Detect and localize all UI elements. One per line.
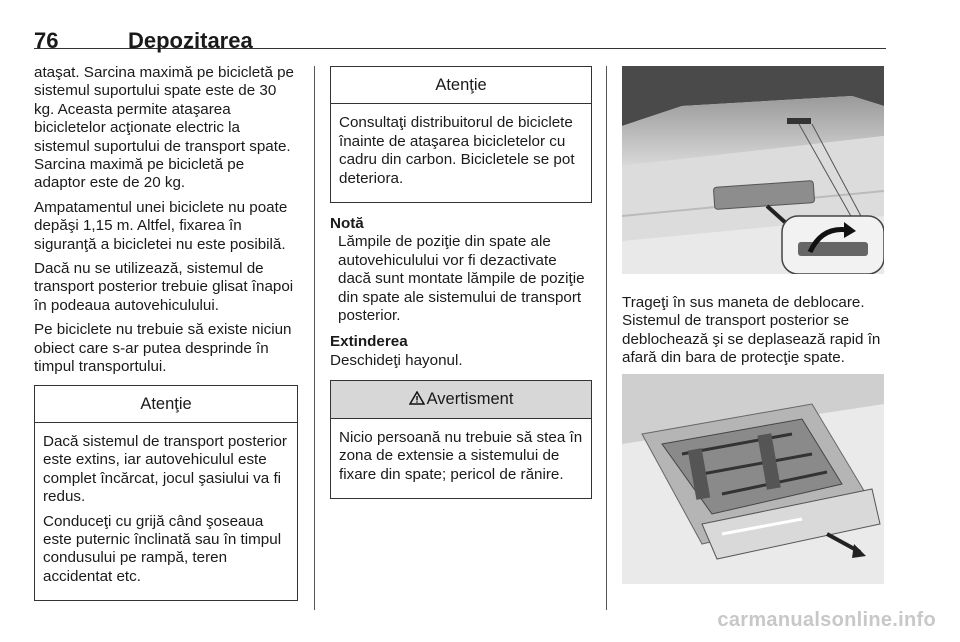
page-header bbox=[34, 12, 886, 53]
note-text: Lămpile de poziţie din spate ale autovehiculului vor fi dezactivate dacă sunt montate lămpile de poziţie din spate ale sistemului de transport posterior. bbox=[338, 233, 585, 325]
paragraph: Pe biciclete nu trebuie să existe niciun obiect care s-ar putea desprinde în timpul transportului. bbox=[34, 321, 292, 376]
column-1 bbox=[34, 64, 298, 601]
warning-triangle-icon bbox=[409, 391, 425, 405]
page-number: 76 bbox=[34, 28, 59, 53]
note-title: Notă bbox=[330, 215, 364, 233]
warning-text: Nicio persoană nu trebuie să stea în zona de extensie a sistemului de fixare din spate; pericol de rănire. bbox=[339, 428, 583, 483]
section-title: Extinderea bbox=[330, 333, 408, 351]
page-title: Depozitarea bbox=[128, 28, 253, 53]
release-lever-illustration bbox=[622, 66, 884, 274]
figure-carrier-extended bbox=[622, 374, 884, 584]
caution-text: Conduceţi cu grijă când şoseaua este puternic înclinată sau în timpul condusului pe rampă, teren accidentat etc. bbox=[43, 512, 282, 585]
caution-heading: Atenţie bbox=[331, 67, 591, 104]
caution-heading: Atenţie bbox=[35, 386, 297, 423]
column-divider bbox=[314, 66, 315, 610]
section-text: Deschideţi hayonul. bbox=[330, 351, 463, 369]
warning-box bbox=[330, 380, 592, 499]
watermark: carmanualsonline.info bbox=[717, 609, 936, 631]
paragraph: ataşat. Sarcina maximă pe bicicletă pe sistemul suportului spate este de 30 kg. Aceasta permite ataşarea bicicletelor acţionate electric la sistemul suportului de transport spate. Sarcina maximă pe bicicletă pe adaptor este de 20 kg. bbox=[34, 64, 295, 192]
instruction-text: Trageţi în sus maneta de deblocare. Sistemul de transport posterior se deblochează şi se deplasează rapid în afară din bara de protecţie spate. bbox=[622, 294, 881, 367]
warning-heading: Avertisment bbox=[426, 390, 514, 409]
paragraph: Dacă nu se utilizează, sistemul de transport posterior trebuie glisat înapoi în podeaua autovehiculului. bbox=[34, 260, 294, 314]
column-2 bbox=[330, 58, 592, 499]
figure-release-lever bbox=[622, 66, 884, 274]
caution-box bbox=[330, 66, 592, 203]
carrier-extended-illustration bbox=[622, 374, 884, 584]
warning-header bbox=[331, 381, 591, 418]
caution-text: Consultaţi distribuitorul de biciclete înainte de ataşarea bicicletelor cu cadru din carbon. Bicicletele se pot deteriora. bbox=[339, 114, 575, 187]
column-3-text bbox=[622, 294, 888, 374]
paragraph: Ampatamentul unei biciclete nu poate depăşi 1,15 m. Altfel, fixarea în siguranţă a bicicletei nu este posibilă. bbox=[34, 198, 288, 253]
caution-box bbox=[34, 385, 298, 602]
caution-text: Dacă sistemul de transport posterior este extins, iar autovehiculul este complet încărcat, jocul şasiului va fi redus. bbox=[43, 432, 287, 506]
column-divider bbox=[606, 66, 607, 610]
